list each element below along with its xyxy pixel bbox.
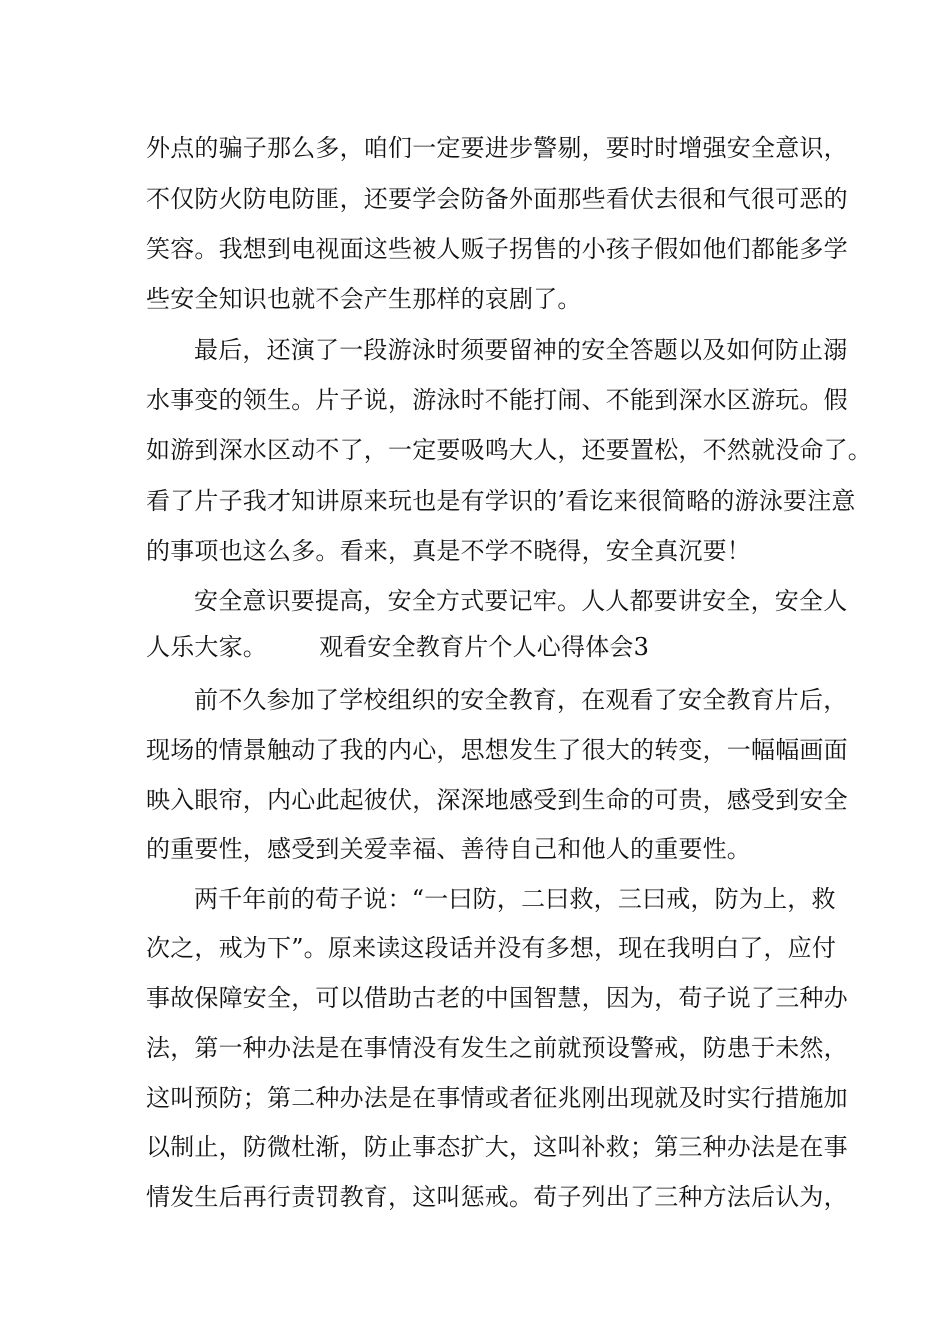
paragraph-line: 这叫预防；第二种办法是在事情或者征兆刚出现就及时实行措施加 [146, 1084, 848, 1112]
paragraph-line: 映入眼帘，内心此起彼伏，深深地感受到生命的可贵，感受到安全 [146, 786, 848, 814]
paragraph-line: 事故保障安全，可以借助古老的中国智慧，因为，荀子说了三种办 [146, 984, 848, 1012]
paragraph-text: 人乐大家。 [146, 633, 267, 661]
paragraph-line: 水事变的领生。片子说，游泳时不能打闹、不能到深水区游玩。假 [146, 386, 848, 414]
paragraph-line: 前不久参加了学校组织的安全教育，在观看了安全教育片后， [194, 686, 848, 714]
paragraph-line: 安全意识要提高，安全方式要记牢。人人都要讲安全，安全人 [194, 587, 848, 615]
paragraph-line: 的重要性，感受到关爱幸福、善待自己和他人的重要性。 [146, 835, 751, 863]
paragraph-line: 情发生后再行责罚教育，这叫惩戒。荀子列出了三种方法后认为， [146, 1183, 848, 1211]
paragraph-line: 的事项也这么多。看来，真是不学不晓得，安全真沉要！ [146, 537, 751, 565]
section-heading: 观看安全教育片个人心得体会3 [319, 633, 650, 661]
paragraph-line: 些安全知识也就不会产生那样的哀剧了。 [146, 285, 582, 313]
paragraph-line: 笑容。我想到电视面这些被人贩子拐售的小孩子假如他们都能多学 [146, 235, 848, 263]
paragraph-line: 看了片子我才知讲原来玩也是有学识的’看讫来很简略的游泳要注意 [146, 487, 856, 515]
paragraph-line: 如游到深水区动不了，一定要吸鸣大人，还要置松，不然就没命了。 [146, 436, 872, 464]
paragraph-line: 最后，还演了一段游泳时须要留神的安全答题以及如何防止溺 [194, 336, 848, 364]
paragraph-line: 法，第一种办法是在事情没有发生之前就预设警戒，防患于未然， [146, 1034, 848, 1062]
paragraph-line: 外点的骗子那么多，咱们一定要进步警剔，要时时增强安全意识， [146, 134, 848, 162]
paragraph-line: 以制止，防微杜渐，防止事态扩大，这叫补救；第三种办法是在事 [146, 1133, 848, 1161]
paragraph-line: 两千年前的荀子说：“一曰防，二曰救，三曰戒，防为上，救 [194, 885, 836, 913]
paragraph-line: 次之，戒为下”。原来读这段话并没有多想，现在我明白了，应付 [146, 934, 837, 962]
paragraph-line: 不仅防火防电防匪，还要学会防备外面那些看伏去很和气很可恶的 [146, 185, 848, 213]
paragraph-line: 现场的情景触动了我的内心，思想发生了很大的转变，一幅幅画面 [146, 736, 848, 764]
paragraph-line-with-heading [146, 627, 926, 667]
